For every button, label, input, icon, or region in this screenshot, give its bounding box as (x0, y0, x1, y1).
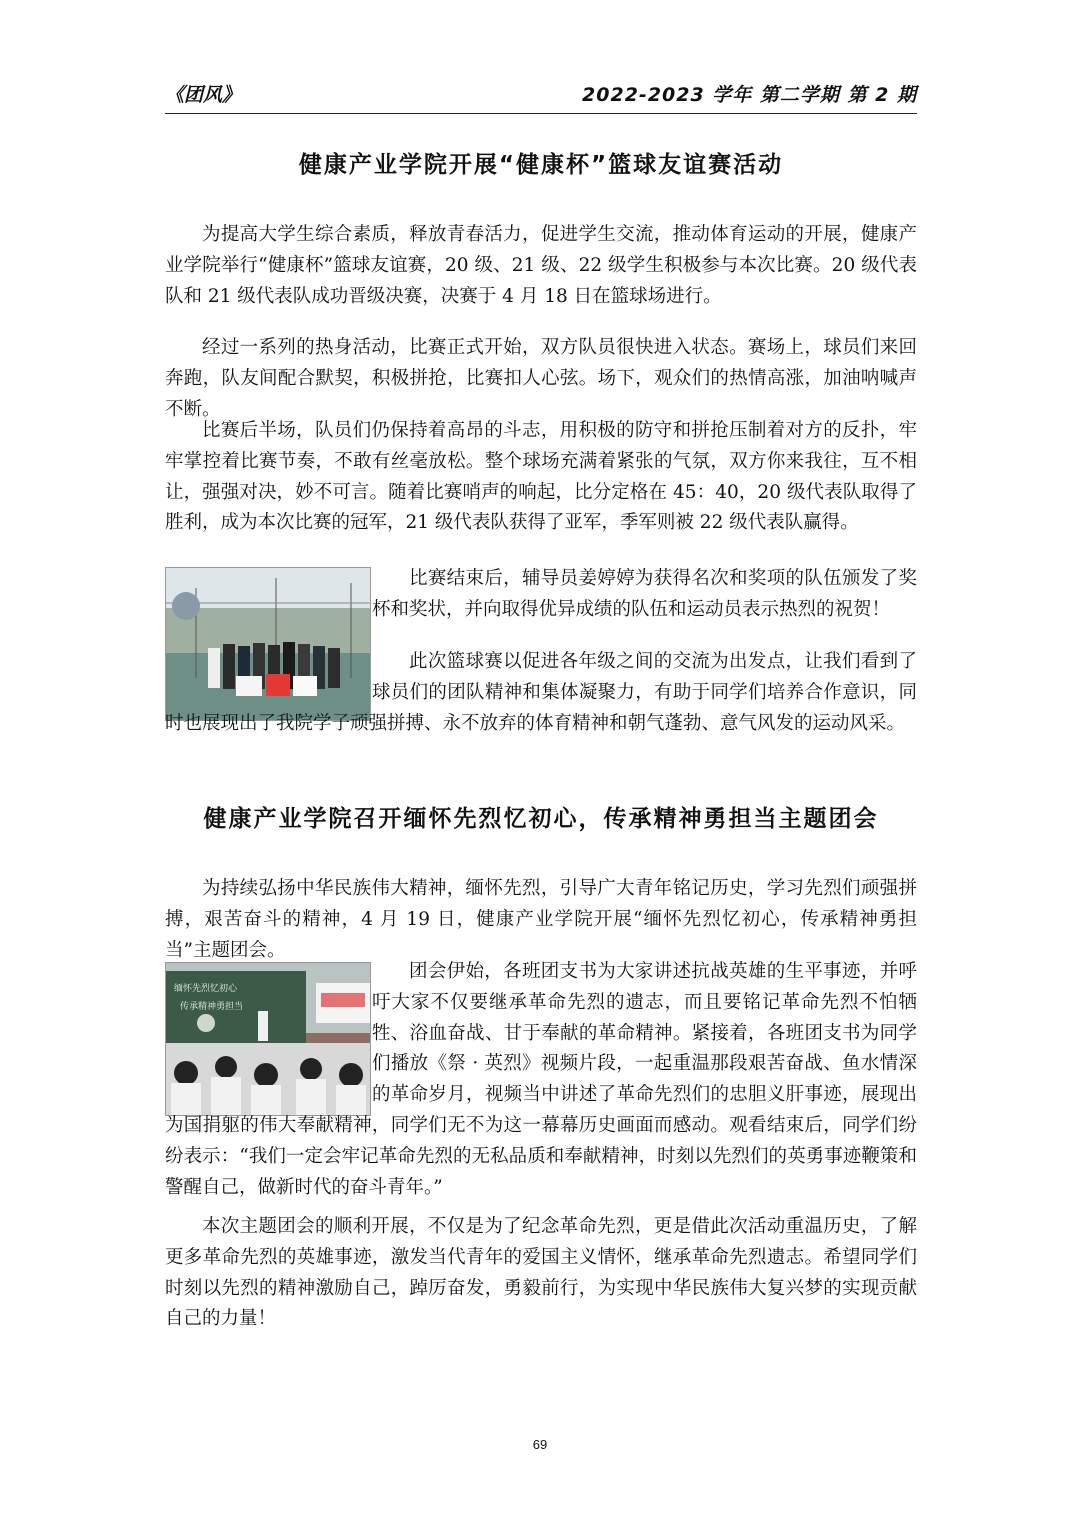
article1-paragraph: 为提高大学生综合素质，释放青春活力，促进学生交流，推动体育运动的开展，健康产业学院举行“健康杯”篮球友谊赛，20 级、21 级、22 级学生积极参与本次比赛。20 级代表队和 21 级代表队成功晋级决赛，决赛于 4 月 18 日在篮球场进行。 (165, 224, 917, 307)
photo-float-spacer (165, 647, 372, 707)
photo-float-spacer (165, 957, 372, 1109)
article2-paragraph: 为持续弘扬中华民族伟大精神，缅怀先烈，引导广大青年铭记历史，学习先烈们顽强拼搏，艰苦奋斗的精神，4 月 19 日，健康产业学院开展“缅怀先烈忆初心，传承精神勇担当”主题团会。 (165, 878, 917, 961)
article2-paragraph: 本次主题团会的顺利开展，不仅是为了纪念革命先烈，更是借此次活动重温历史，了解更多革命先烈的英雄事迹，激发当代青年的爱国主义情怀，继承革命先烈遗志。希望同学们时刻以先烈的精神激励自己，踔厉奋发，勇毅前行，为实现中华民族伟大复兴梦的实现贡献自己的力量！ (165, 1216, 917, 1330)
svg-text:缅怀先烈忆初心: 缅怀先烈忆初心 (174, 984, 238, 994)
article2-paragraph-wrap (165, 957, 917, 1203)
article1-paragraph: 比赛结束后，辅导员姜婷婷为获得名次和奖项的队伍颁发了奖杯和奖状，并向取得优异成绩的队伍和运动员表示热烈的祝贺！ (372, 568, 917, 620)
svg-text:传承精神勇担当: 传承精神勇担当 (180, 1002, 244, 1012)
publication-name: 《团风》 (165, 84, 242, 106)
article1-title: 健康产业学院开展“健康杯”篮球友谊赛活动 (298, 152, 784, 178)
article1-paragraph: 比赛后半场，队员们仍保持着高昂的斗志，用积极的防守和拼抢压制着对方的反扑，牢牢掌控着比赛节奏，不敢有丝毫放松。整个球场充满着紧张的气氛，双方你来我往，互不相让，强强对决，妙不可言。随着比赛哨声的响起，比分定格在 45：40，20 级代表队取得了胜利，成为本次比赛的冠军，21 级代表队获得了亚军，季军则被 22 级代表队赢得。 (165, 420, 917, 534)
header-rule (165, 113, 917, 114)
running-header (165, 78, 917, 108)
page-number: 69 (532, 1437, 548, 1452)
issue-info: 2022-2023 学年 第二学期 第 2 期 (582, 84, 917, 106)
article2-title: 健康产业学院召开缅怀先烈忆初心，传承精神勇担当主题团会 (203, 806, 879, 832)
article1-paragraph-text: 此次篮球赛以促进各年级之间的交流为出发点，让我们看到了球员们的团队精神和集体凝聚力，有助于同学们培养合作意识，同时也展现出了我院学子顽强拼搏、永不放弃的体育精神和朝气蓬勃、意气风发的运动风采。 (165, 651, 917, 734)
article2-paragraph-text: 团会伊始，各班团支书为大家讲述抗战英雄的生平事迹，并呼吁大家不仅要继承革命先烈的遗志，而且要铭记革命先烈不怕牺牲、浴血奋战、甘于奉献的革命精神。紧接着，各班团支书为同学们播放《祭 · 英烈》视频片段，一起重温那段艰苦奋战、鱼水情深的革命岁月，视频当中讲述了革命先烈们的忠胆义肝事迹，展现出为国捐躯的伟大奉献精神，同学们无不为这一幕幕历史画面而感动。观看结束后，同学们纷纷表示：“我们一定会牢记革命先烈的无私品质和奉献精神，时刻以先烈们的英勇事迹鞭策和警醒自己，做新时代的奋斗青年。” (165, 961, 917, 1198)
article1-paragraph-wrap (165, 647, 917, 739)
article1-paragraph: 经过一系列的热身活动，比赛正式开始，双方队员很快进入状态。赛场上，球员们来回奔跑，队友间配合默契，积极拼抢，比赛扣人心弦。场下，观众们的热情高涨，加油呐喊声不断。 (165, 337, 917, 420)
